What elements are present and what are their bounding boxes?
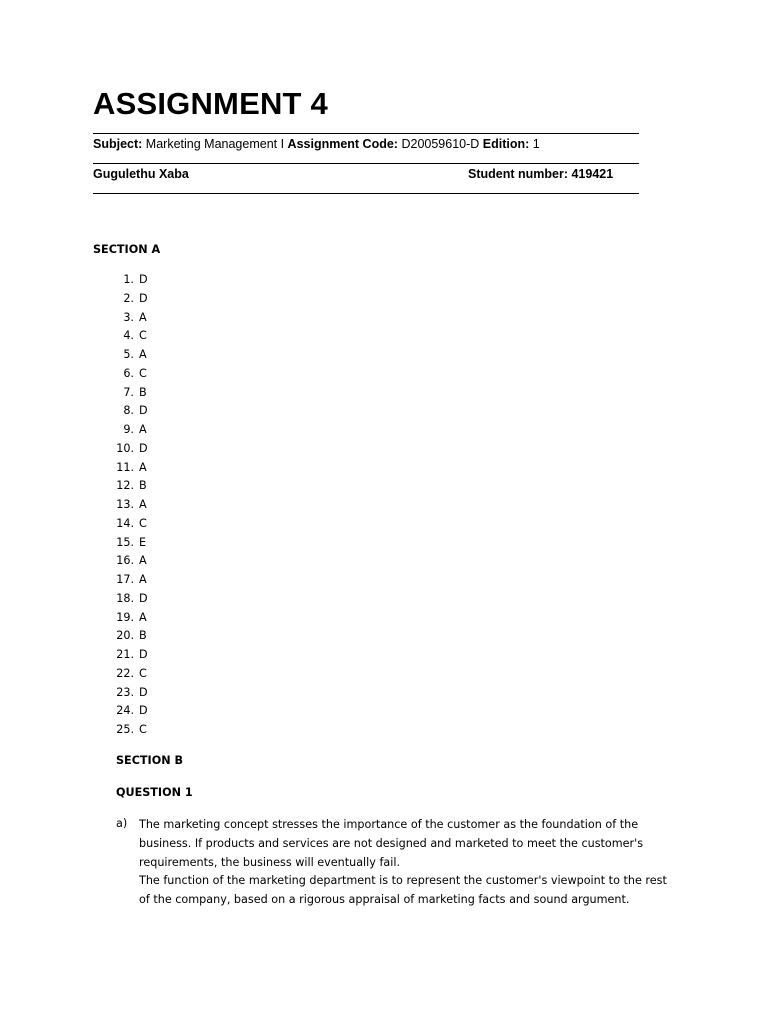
answer-number: 18. bbox=[116, 591, 134, 605]
answer-number: 4. bbox=[123, 329, 134, 343]
subject-value: Marketing Management I bbox=[145, 137, 285, 151]
answer-number: 22. bbox=[116, 666, 134, 680]
section-b-heading: SECTION B bbox=[116, 754, 183, 767]
answer-number: 9. bbox=[123, 423, 134, 436]
answer-paragraphs bbox=[139, 816, 679, 910]
answer-number: 11. bbox=[116, 460, 134, 474]
answer-number: 2. bbox=[123, 291, 134, 305]
edition-label: Edition: bbox=[482, 137, 530, 151]
answer-choice: A bbox=[139, 554, 147, 568]
question-heading: QUESTION 1 bbox=[116, 786, 193, 799]
answer-number: 16. bbox=[116, 554, 134, 568]
answer-number: 19. bbox=[116, 610, 134, 624]
answer-choice: C bbox=[139, 516, 147, 530]
answer-number: 21. bbox=[116, 648, 134, 661]
answer-number: 12. bbox=[116, 479, 134, 493]
answer-choice: B bbox=[139, 629, 147, 643]
answer-choice: D bbox=[139, 273, 148, 286]
answer-choice: A bbox=[139, 348, 147, 361]
answer-number: 8. bbox=[123, 404, 134, 418]
answer-number: 14. bbox=[116, 516, 134, 530]
answer-number: 3. bbox=[123, 310, 134, 324]
answer-choice: C bbox=[139, 666, 147, 680]
answer-number: 20. bbox=[116, 629, 134, 643]
answer-paragraph: The marketing concept stresses the importance of the customer as the foundation of the business. If products and services are not designed and marketed to meet the customer's requirements, the business will eventually fail. bbox=[139, 818, 644, 869]
answer-choice: A bbox=[139, 310, 147, 324]
answer-choice: B bbox=[139, 385, 147, 399]
assignment-code-label: Assignment Code: bbox=[287, 137, 398, 151]
subject-label: Subject: bbox=[93, 137, 143, 151]
answer-choice: D bbox=[139, 591, 148, 605]
answer-number: 24. bbox=[116, 704, 134, 718]
answer-choice: C bbox=[139, 366, 147, 380]
page-title: ASSIGNMENT 4 bbox=[93, 86, 328, 121]
student-name: Gugulethu Xaba bbox=[93, 167, 189, 181]
answer-number: 10. bbox=[116, 441, 134, 455]
answer-choice: D bbox=[139, 704, 148, 718]
section-a-heading: SECTION A bbox=[93, 243, 161, 256]
answer-choice: B bbox=[139, 479, 147, 493]
answer-number: 7. bbox=[123, 385, 134, 399]
answer-number: 15. bbox=[116, 535, 134, 549]
answer-choice: A bbox=[139, 498, 147, 511]
answer-choice: D bbox=[139, 441, 148, 455]
divider-line bbox=[93, 193, 639, 194]
answer-paragraph: The function of the marketing department is to represent the customer's viewpoint to the rest of the company, based on a rigorous appraisal of marketing facts and sound argument. bbox=[139, 874, 667, 906]
answer-number: 17. bbox=[116, 573, 134, 586]
answer-number: 6. bbox=[123, 366, 134, 380]
divider-line bbox=[93, 133, 639, 134]
edition-value: 1 bbox=[532, 137, 540, 151]
answer-choice: D bbox=[139, 685, 148, 699]
answer-choice: C bbox=[139, 329, 147, 343]
answer-number: 23. bbox=[116, 685, 134, 699]
answer-number: 13. bbox=[116, 498, 134, 511]
answer-choice: A bbox=[139, 573, 147, 586]
answer-choice: A bbox=[139, 423, 147, 436]
student-info bbox=[93, 166, 639, 182]
answer-choice: D bbox=[139, 291, 148, 305]
answer-choice: C bbox=[139, 723, 147, 736]
divider-line bbox=[93, 163, 639, 164]
assignment-code-value: D20059610-D bbox=[401, 137, 480, 151]
answer-choice: D bbox=[139, 404, 148, 418]
answer-choice: D bbox=[139, 648, 148, 661]
assignment-meta bbox=[93, 136, 540, 152]
answer-number: 5. bbox=[123, 348, 134, 361]
answer-choice: E bbox=[139, 535, 147, 549]
answer-choice: A bbox=[139, 460, 147, 474]
answer-number: 1. bbox=[123, 273, 134, 286]
answer-number: 25. bbox=[116, 723, 134, 736]
part-label: a) bbox=[116, 817, 128, 830]
answer-choice: A bbox=[139, 610, 147, 624]
student-number: Student number: 419421 bbox=[468, 167, 614, 181]
